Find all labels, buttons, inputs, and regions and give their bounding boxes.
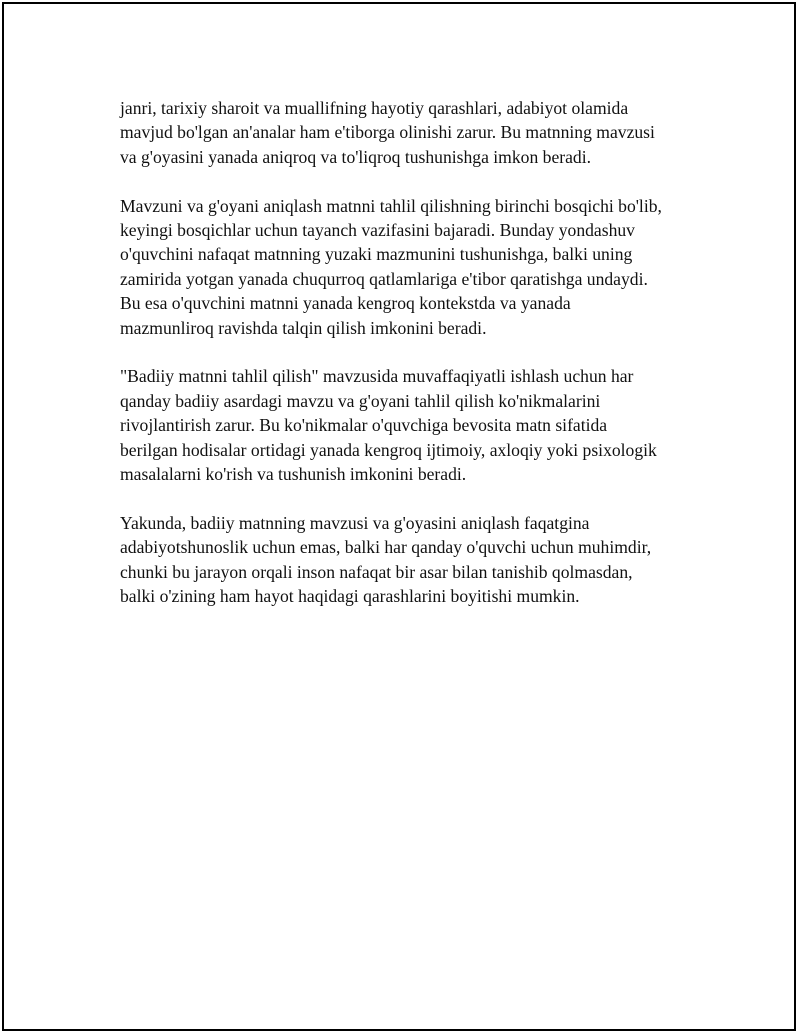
paragraph-1 xyxy=(120,96,700,169)
text-line: rivojlantirish zarur. Bu ko'nikmalar o'quvchiga bevosita matn sifatida xyxy=(120,415,608,436)
text-line: o'quvchini nafaqat matnning yuzaki mazmunini tushunishga, balki uning xyxy=(120,244,633,265)
text-line: balki o'zining ham hayot haqidagi qarashlarini boyitishi mumkin. xyxy=(120,586,580,607)
text-line: "Badiiy matnni tahlil qilish" mavzusida muvaffaqiyatli ishlash uchun har xyxy=(120,366,634,387)
paragraph-2 xyxy=(120,194,700,340)
text-line: Yakunda, badiiy matnning mavzusi va g'oyasini aniqlash faqatgina xyxy=(120,512,590,533)
paragraph-3 xyxy=(120,364,700,486)
text-line: Bu esa o'quvchini matnni yanada kengroq kontekstda va yanada xyxy=(120,293,571,314)
text-line: chunki bu jarayon orqali inson nafaqat bir asar bilan tanishib qolmasdan, xyxy=(120,561,633,582)
text-line: adabiyotshunoslik uchun emas, balki har qanday o'quvchi uchun muhimdir, xyxy=(120,537,652,558)
text-line: va g'oyasini yanada aniqroq va to'liqroq tushunishga imkon beradi. xyxy=(120,146,592,167)
document-body xyxy=(120,96,700,633)
text-line: mavjud bo'lgan an'analar ham e'tiborga olinishi zarur. Bu matnning mavzusi xyxy=(120,122,655,143)
paragraph-4 xyxy=(120,511,700,609)
text-line: berilgan hodisalar ortidagi yanada kengroq ijtimoiy, axloqiy yoki psixologik xyxy=(120,439,657,460)
text-line: Mavzuni va g'oyani aniqlash matnni tahlil qilishning birinchi bosqichi bo'lib, xyxy=(120,195,662,216)
text-line: zamirida yotgan yanada chuqurroq qatlamlariga e'tibor qaratishga undaydi. xyxy=(120,268,648,289)
text-line: mazmunliroq ravishda talqin qilish imkonini beradi. xyxy=(120,317,487,338)
text-line: keyingi bosqichlar uchun tayanch vazifasini bajaradi. Bunday yondashuv xyxy=(120,220,635,241)
text-line: masalalarni ko'rish va tushunish imkonini beradi. xyxy=(120,464,467,485)
text-line: janri, tarixiy sharoit va muallifning hayotiy qarashlari, adabiyot olamida xyxy=(120,98,629,118)
text-line: qanday badiiy asardagi mavzu va g'oyani tahlil qilish ko'nikmalarini xyxy=(120,390,601,411)
document-page xyxy=(2,2,796,1031)
